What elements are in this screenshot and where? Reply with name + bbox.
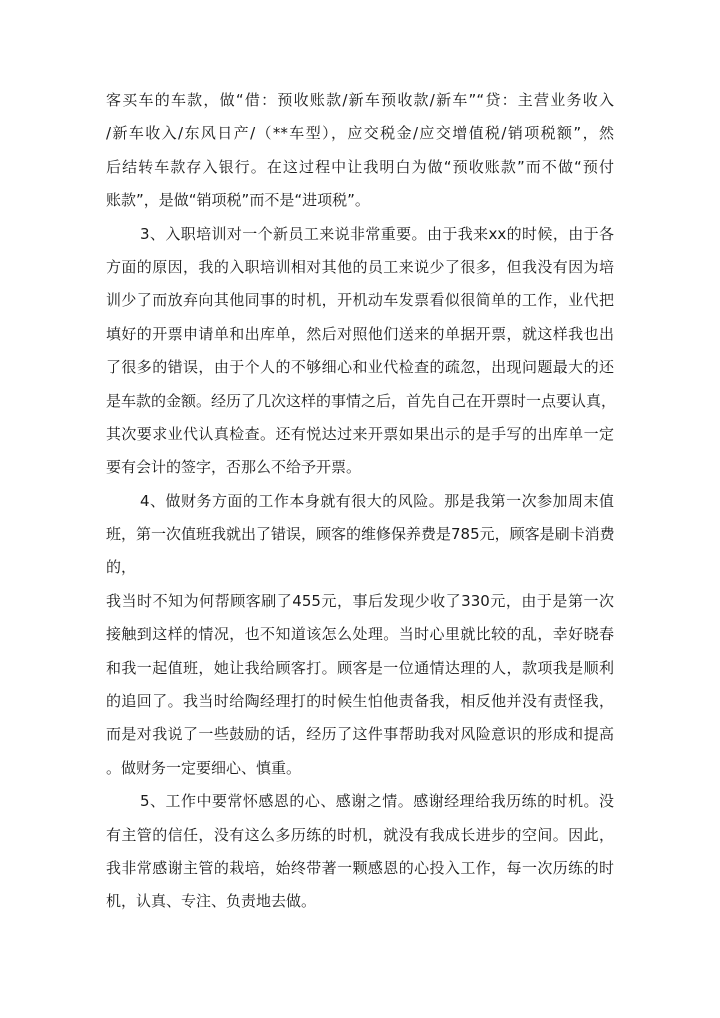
- text-line: 是车款的金额。经历了几次这样的事情之后，首先自己在开票时一点要认真，: [106, 391, 617, 410]
- text-line: 训少了而放弃向其他同事的时机，开机动车发票看似很简单的工作，业代把: [106, 291, 614, 310]
- text-line: 我非常感谢主管的栽培，始终带著一颗感恩的心投入工作，每一次历练的时: [106, 858, 614, 877]
- text-line: 的追回了。我当时给陶经理打的时候生怕他责备我，相反他并没有责怪我，: [106, 692, 614, 711]
- text-line: 的，: [106, 558, 137, 577]
- paragraph: [106, 84, 614, 218]
- text-line: 5、工作中要常怀感恩的心、感谢之情。感谢经理给我历练的时机。没: [140, 792, 614, 811]
- text-line: 机，认真、专注、负责地去做。: [106, 892, 317, 911]
- text-line: 而是对我说了一些鼓励的话，经历了这件事帮助我对风险意识的形成和提高: [106, 725, 614, 744]
- text-line: 接触到这样的情况，也不知道该怎么处理。当时心里就比较的乱，幸好晓春: [106, 625, 614, 644]
- text-line: 其次要求业代认真检查。还有悦达过来开票如果出示的是手写的出库单一定: [106, 424, 614, 443]
- text-line: 客买车的车款，做“借：预收账款/新车预收款/新车”“贷：主营业务收入: [106, 91, 614, 109]
- text-line: 班，第一次值班我就出了错误，顾客的维修保养费是785元，顾客是刷卡消费: [106, 525, 615, 544]
- text-line: 后结转车款存入银行。在这过程中让我明白为做“预收账款”而不做“预付: [106, 157, 614, 176]
- text-line: /新车收入/东风日产/（**车型），应交税金/应交增值税/销项税额”，然: [106, 124, 614, 143]
- text-line: 填好的开票申请单和出库单，然后对照他们送来的单据开票，就这样我也出: [106, 324, 614, 343]
- text-line: 方面的原因，我的入职培训相对其他的员工来说少了很多，但我没有因为培: [106, 257, 614, 276]
- text-line: 3、入职培训对一个新员工来说非常重要。由于我来xx的时候，由于各: [140, 224, 614, 243]
- text-line: 和我一起值班，她让我给顾客打。顾客是一位通情达理的人，款项我是顺利: [106, 658, 614, 677]
- text-line: 我当时不知为何帮顾客刷了455元，事后发现少收了330元，由于是第一次: [106, 591, 614, 610]
- document-page: [106, 84, 617, 919]
- text-line: 要有会计的签字，否那么不给予开票。: [106, 458, 362, 477]
- paragraph: [106, 485, 614, 585]
- text-line: 4、做财务方面的工作本身就有很大的风险。那是我第一次参加周末值: [140, 491, 614, 510]
- text-line: 。做财务一定要细心、慎重。: [106, 758, 302, 777]
- text-line: 账款”，是做“销项税”而不是“进项税”。: [106, 191, 370, 210]
- paragraph: [106, 785, 614, 919]
- text-line: 了很多的错误，由于个人的不够细心和业代检查的疏忽，出现问题最大的还: [106, 358, 614, 377]
- paragraph: [106, 218, 617, 485]
- paragraph: [106, 585, 614, 785]
- text-line: 有主管的信任，没有这么多历练的时机，就没有我成长进步的空间。因此，: [106, 825, 614, 844]
